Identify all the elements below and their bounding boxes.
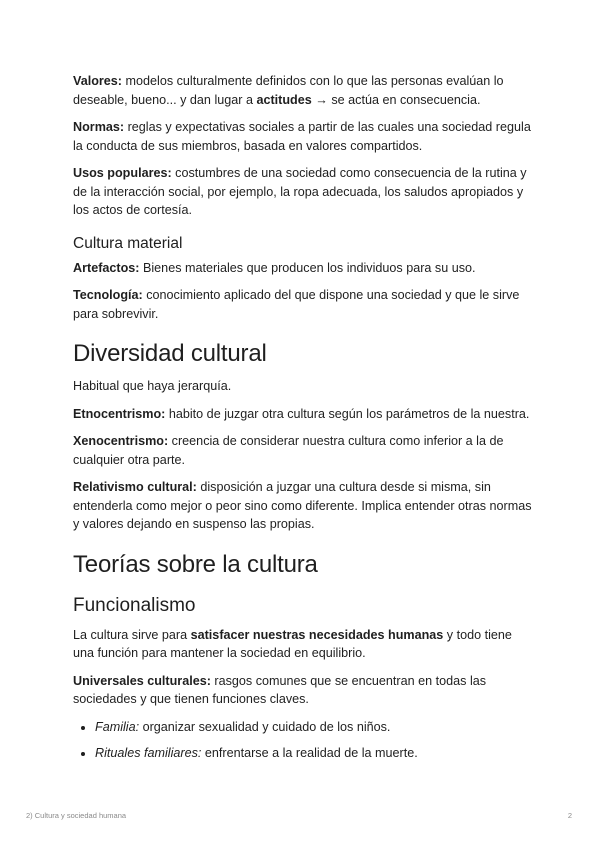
term-universales: Universales culturales: [73, 673, 211, 688]
heading-diversidad: Diversidad cultural [73, 340, 267, 367]
list-item [95, 744, 533, 763]
term-relativismo: Relativismo cultural: [73, 480, 197, 494]
heading-teorias: Teorías sobre la cultura [73, 550, 318, 578]
text-funcionalismo-2: y todo tiene una función para mantener la sociedad en equilibrio. [73, 627, 512, 660]
text-usos: costumbres de una sociedad como consecuencia de la rutina y de la interacción social, por ejemplo, la ropa adecuada, los saludos apropiados y los actos de cortesía. [73, 166, 527, 217]
document-page [73, 72, 533, 771]
bold-necesidades: satisfacer nuestras necesidades humanas [190, 627, 444, 642]
text-tecnologia: conocimiento aplicado del que dispone una sociedad y que le sirve para sobrevivir. [73, 288, 520, 321]
text-relativismo: disposición a juzgar una cultura desde si misma, sin entenderla como mejor o peor sino como diferente. Implica entender otras normas y valores dejando en suspenso las propias. [73, 480, 532, 531]
list-item-term: Familia: [95, 719, 140, 734]
text-universales: rasgos comunes que se encuentran en todas las sociedades y que tienen funciones claves. [73, 673, 487, 706]
paragraph-tecnologia [73, 286, 533, 323]
paragraph-funcionalismo [73, 626, 533, 663]
term-tecnologia: Tecnología: [73, 288, 143, 302]
paragraph-artefactos [73, 259, 533, 278]
paragraph-normas [73, 118, 533, 155]
list-item [95, 718, 533, 737]
paragraph-xenocentrismo [73, 432, 533, 469]
bold-actitudes: actitudes [256, 92, 312, 107]
text-valores-2: → se actúa en consecuencia. [311, 92, 481, 107]
footer-title: 2) Cultura y sociedad humana [26, 811, 127, 820]
text-xenocentrismo: creencia de considerar nuestra cultura como inferior a la de cualquier otra parte. [73, 434, 504, 467]
text-normas: reglas y expectativas sociales a partir de las cuales una sociedad regula la conducta de sus miembros, basada en valores compartidos. [73, 120, 531, 153]
paragraph-etnocentrismo [73, 405, 533, 424]
bullet-list [73, 718, 533, 763]
term-artefactos: Artefactos: [73, 260, 140, 275]
text-funcionalismo-1: La cultura sirve para [73, 627, 191, 642]
term-valores: Valores: [73, 74, 123, 88]
list-item-term: Rituales familiares: [95, 746, 202, 760]
list-item-text: organizar sexualidad y cuidado de los niños. [139, 719, 391, 734]
term-usos: Usos populares: [73, 166, 172, 180]
paragraph-diversidad-intro: Habitual que haya jerarquía. [73, 379, 232, 393]
paragraph-usos [73, 164, 533, 220]
paragraph-relativismo [73, 478, 533, 534]
paragraph-valores [73, 72, 533, 109]
page-number: 2 [567, 811, 572, 820]
heading-funcionalismo: Funcionalismo [73, 594, 196, 616]
list-item-text: enfrentarse a la realidad de la muerte. [201, 746, 418, 760]
text-etnocentrismo: habito de juzgar otra cultura según los parámetros de la nuestra. [165, 406, 530, 421]
text-artefactos: Bienes materiales que producen los individuos para su uso. [139, 260, 476, 275]
paragraph-universales [73, 672, 533, 709]
heading-cultura-material: Cultura material [73, 234, 183, 252]
term-etnocentrismo: Etnocentrismo: [73, 406, 166, 421]
term-xenocentrismo: Xenocentrismo: [73, 434, 169, 448]
text-valores-1: modelos culturalmente definidos con lo que las personas evalúan lo deseable, bueno... y dan lugar a [73, 74, 504, 107]
term-normas: Normas: [73, 120, 125, 134]
